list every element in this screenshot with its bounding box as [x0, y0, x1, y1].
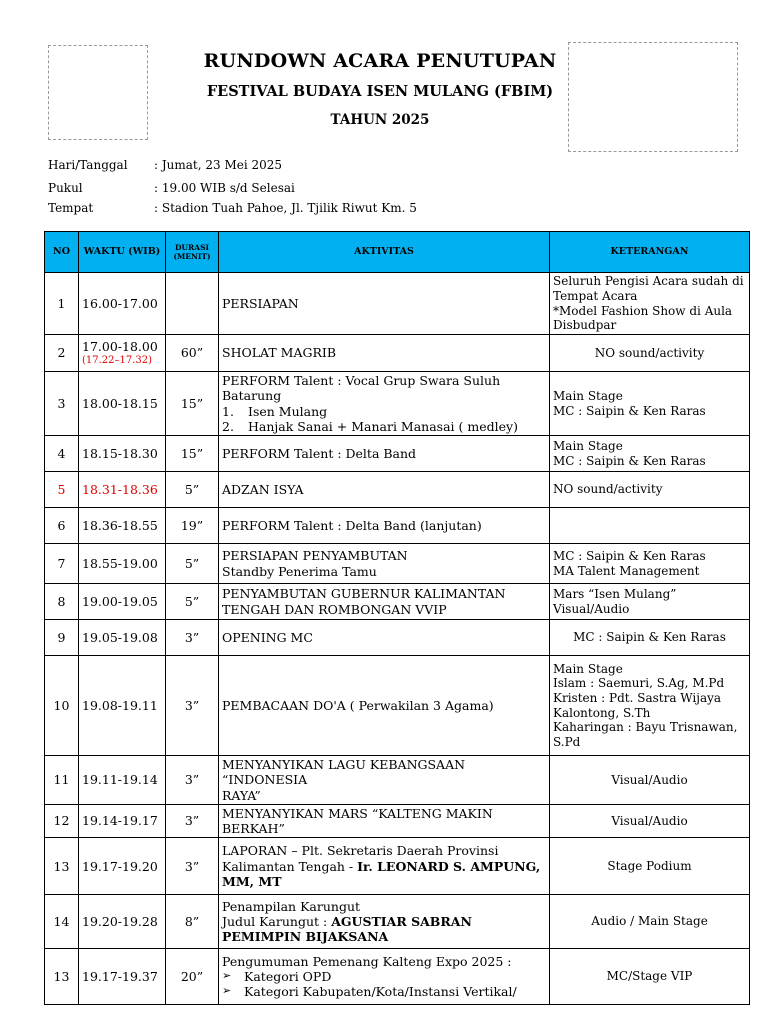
- document-subtitle: FESTIVAL BUDAYA ISEN MULANG (FBIM): [206, 83, 554, 100]
- row-durasi: 20”: [166, 949, 219, 1005]
- row-no: 9: [45, 620, 79, 656]
- table-header-row: [45, 232, 750, 273]
- aktivitas-numbered-list: [222, 404, 546, 435]
- table-row: [45, 949, 750, 1005]
- row-keterangan: MC/Stage VIP: [550, 949, 750, 1005]
- row-waktu: 19.00-19.05: [79, 584, 166, 620]
- row-waktu: 18.36-18.55: [79, 508, 166, 544]
- info-pukul-value: : 19.00 WIB s/d Selesai: [154, 181, 295, 195]
- row-keterangan: NO sound/activity: [550, 472, 750, 508]
- aktivitas-text: LAPORAN – Plt. Sekretaris Daerah Provinsi Kalimantan Tengah -: [222, 843, 499, 874]
- list-text: Isen Mulang: [248, 403, 328, 419]
- row-no: 5: [45, 472, 79, 508]
- info-hari-label: Hari/Tanggal: [48, 158, 128, 172]
- table-row: [45, 804, 750, 838]
- row-durasi: 3”: [166, 756, 219, 805]
- aktivitas-line: MENYANYIKAN LAGU KEBANGSAAN “INDONESIA: [222, 757, 466, 788]
- table-row: [45, 273, 750, 335]
- aktivitas-bullet-list: [222, 969, 546, 1000]
- ket-line: MC : Saipin & Ken Raras: [553, 453, 706, 468]
- row-durasi: 3”: [166, 804, 219, 838]
- row-no: 14: [45, 895, 79, 949]
- row-waktu: 19.11-19.14: [79, 756, 166, 805]
- row-durasi: 5”: [166, 544, 219, 584]
- row-keterangan: [550, 273, 750, 335]
- rundown-table: [44, 231, 750, 1005]
- row-aktivitas: OPENING MC: [219, 620, 550, 656]
- info-pukul-label: Pukul: [48, 181, 83, 195]
- aktivitas-line: Pengumuman Pemenang Kalteng Expo 2025 :: [222, 953, 512, 969]
- row-no: 12: [45, 804, 79, 838]
- table-row: [45, 656, 750, 756]
- row-aktivitas: [219, 584, 550, 620]
- row-durasi: 19”: [166, 508, 219, 544]
- row-waktu: 19.08-19.11: [79, 656, 166, 756]
- aktivitas-text: Judul Karungut :: [222, 914, 332, 930]
- kalteng-emblem-logo: [48, 45, 148, 140]
- list-item: [222, 419, 546, 434]
- aktivitas-bold-name: Ir. LEONARD S. AMPUNG, MM, MT: [222, 858, 541, 889]
- row-waktu: 18.15-18.30: [79, 436, 166, 472]
- row-waktu-main: 17.00-18.00: [82, 339, 158, 355]
- row-durasi: 3”: [166, 620, 219, 656]
- aktivitas-line: PERFORM Talent : Vocal Grup Swara Suluh Batarung: [222, 373, 501, 404]
- table-row: [45, 838, 750, 895]
- list-item: ➢ Kategori OPD: [222, 969, 546, 984]
- row-durasi: 5”: [166, 584, 219, 620]
- table-row: [45, 472, 750, 508]
- header-aktivitas: AKTIVITAS: [219, 232, 550, 273]
- row-durasi: 8”: [166, 895, 219, 949]
- row-keterangan: MC : Saipin & Ken Raras: [550, 620, 750, 656]
- aktivitas-line: RAYA”: [222, 787, 261, 803]
- row-aktivitas: [219, 756, 550, 805]
- table-row: [45, 544, 750, 584]
- row-durasi: 15”: [166, 436, 219, 472]
- aktivitas-bold-title: AGUSTIAR SABRAN PEMIMPIN BIJAKSANA: [222, 914, 472, 945]
- list-text: Hanjak Sanai + Manari Manasai ( medley): [248, 418, 518, 434]
- row-no: 2: [45, 335, 79, 372]
- row-waktu: 19.17-19.20: [79, 838, 166, 895]
- row-keterangan: Visual/Audio: [550, 804, 750, 838]
- row-waktu: 18.00-18.15: [79, 372, 166, 436]
- aktivitas-line: PENYAMBUTAN GUBERNUR KALIMANTAN: [222, 586, 506, 602]
- row-aktivitas: PERSIAPAN: [219, 273, 550, 335]
- table-row: [45, 584, 750, 620]
- row-aktivitas: [219, 838, 550, 895]
- row-no: 6: [45, 508, 79, 544]
- header-no: NO: [45, 232, 79, 273]
- ket-line: Main Stage: [553, 388, 623, 403]
- row-durasi: 3”: [166, 656, 219, 756]
- row-aktivitas: MENYANYIKAN MARS “KALTENG MAKIN BERKAH”: [219, 804, 550, 838]
- row-waktu: 16.00-17.00: [79, 273, 166, 335]
- row-aktivitas: [219, 949, 550, 1005]
- row-keterangan: [550, 372, 750, 436]
- aktivitas-line: Penampilan Karungut: [222, 898, 361, 914]
- table-row: [45, 620, 750, 656]
- row-waktu: 18.31-18.36: [79, 472, 166, 508]
- row-keterangan: Audio / Main Stage: [550, 895, 750, 949]
- info-hari: [48, 158, 282, 172]
- row-aktivitas: [219, 544, 550, 584]
- table-row: [45, 335, 750, 372]
- row-waktu: 19.05-19.08: [79, 620, 166, 656]
- info-tempat: [48, 201, 417, 215]
- ket-line: MC : Saipin & Ken Raras: [553, 403, 706, 418]
- row-aktivitas: PERFORM Talent : Delta Band: [219, 436, 550, 472]
- row-aktivitas: SHOLAT MAGRIB: [219, 335, 550, 372]
- aktivitas-line: PERSIAPAN PENYAMBUTAN: [222, 548, 408, 564]
- document-year: TAHUN 2025: [330, 112, 430, 128]
- document-title: RUNDOWN ACARA PENUTUPAN: [203, 50, 557, 72]
- ket-line: Mars “Isen Mulang”: [553, 586, 677, 601]
- row-no: 3: [45, 372, 79, 436]
- info-tempat-label: Tempat: [48, 201, 94, 215]
- table-row: [45, 436, 750, 472]
- row-no: 8: [45, 584, 79, 620]
- row-waktu: 18.55-19.00: [79, 544, 166, 584]
- row-waktu-note: (17.22–17.32): [82, 354, 153, 366]
- header-waktu: WAKTU (WIB): [79, 232, 166, 273]
- row-aktivitas: PERFORM Talent : Delta Band (lanjutan): [219, 508, 550, 544]
- row-durasi: 5”: [166, 472, 219, 508]
- ket-line: Visual/Audio: [553, 601, 630, 616]
- list-item: ➢ Kategori Kabupaten/Kota/Instansi Vertikal/: [222, 984, 546, 999]
- row-no: 7: [45, 544, 79, 584]
- row-keterangan: Stage Podium: [550, 838, 750, 895]
- table-row: [45, 508, 750, 544]
- aktivitas-line: Standby Penerima Tamu: [222, 563, 377, 579]
- table-row: [45, 756, 750, 805]
- ket-line: MA Talent Management: [553, 563, 700, 578]
- row-no: 4: [45, 436, 79, 472]
- row-keterangan: [550, 544, 750, 584]
- row-waktu: [79, 335, 166, 372]
- row-no: 11: [45, 756, 79, 805]
- row-durasi: [166, 273, 219, 335]
- row-no: 13: [45, 949, 79, 1005]
- list-number: 1.: [222, 403, 234, 419]
- ket-line: *Model Fashion Show di Aula Disbudpar: [553, 303, 733, 333]
- ket-line: Seluruh Pengisi Acara sudah di Tempat Acara: [553, 274, 744, 303]
- header-durasi: DURASI (MENIT): [166, 232, 219, 273]
- row-aktivitas: PEMBACAAN DO'A ( Perwakilan 3 Agama): [219, 656, 550, 756]
- row-aktivitas: ADZAN ISYA: [219, 472, 550, 508]
- ket-line: Kristen : Pdt. Sastra Wijaya Kalontong, S.Th: [553, 690, 722, 720]
- row-durasi: 60”: [166, 335, 219, 372]
- info-tempat-value: : Stadion Tuah Pahoe, Jl. Tjilik Riwut Km. 5: [154, 201, 417, 215]
- aktivitas-line: TENGAH DAN ROMBONGAN VVIP: [222, 601, 447, 617]
- row-no: 1: [45, 273, 79, 335]
- ket-line: Islam : Saemuri, S.Ag, M.Pd: [553, 676, 725, 691]
- row-waktu: 19.17-19.37: [79, 949, 166, 1005]
- row-keterangan: [550, 656, 750, 756]
- ket-line: Main Stage: [553, 661, 623, 676]
- row-aktivitas: [219, 372, 550, 436]
- row-no: 10: [45, 656, 79, 756]
- table-row: [45, 895, 750, 949]
- info-pukul: [48, 181, 295, 195]
- table-row: [45, 372, 750, 436]
- row-keterangan: [550, 436, 750, 472]
- row-durasi: 15”: [166, 372, 219, 436]
- row-waktu: 19.20-19.28: [79, 895, 166, 949]
- row-waktu: 19.14-19.17: [79, 804, 166, 838]
- ket-line: Main Stage: [553, 438, 623, 453]
- header-keterangan: KETERANGAN: [550, 232, 750, 273]
- row-keterangan: [550, 508, 750, 544]
- row-no: 13: [45, 838, 79, 895]
- aktivitas-line: [222, 914, 546, 945]
- row-keterangan: Visual/Audio: [550, 756, 750, 805]
- list-item: [222, 404, 546, 419]
- row-keterangan: NO sound/activity: [550, 335, 750, 372]
- ket-line: Kaharingan : Bayu Trisnawan, S.Pd: [553, 720, 738, 749]
- ket-line: MC : Saipin & Ken Raras: [553, 548, 706, 563]
- row-keterangan: [550, 584, 750, 620]
- info-hari-value: : Jumat, 23 Mei 2025: [154, 158, 283, 172]
- row-durasi: 3”: [166, 838, 219, 895]
- list-number: 2.: [222, 418, 234, 434]
- row-aktivitas: [219, 895, 550, 949]
